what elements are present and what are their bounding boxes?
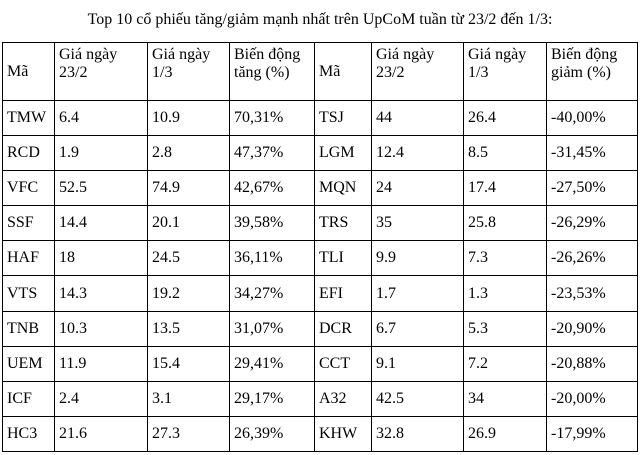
cell-price-1-3-gainer: 19.2	[148, 276, 230, 311]
cell-price-1-3-gainer: 15.4	[148, 346, 230, 381]
table-row	[3, 311, 638, 346]
header-price-23-2-gainers: Giá ngày 23/2	[55, 43, 148, 101]
cell-price-1-3-gainer: 13.5	[148, 311, 230, 346]
cell-price-1-3-gainer: 24.5	[148, 241, 230, 276]
cell-code-loser: KHW	[315, 416, 372, 451]
cell-price-1-3-gainer: 20.1	[148, 206, 230, 241]
cell-change-up: 34,27%	[230, 276, 315, 311]
cell-price-23-2-gainer: 10.3	[55, 311, 148, 346]
cell-change-down: -20,00%	[547, 381, 638, 416]
cell-code-loser: TSJ	[315, 101, 372, 136]
header-price-1-3-gainers: Giá ngày 1/3	[148, 43, 230, 101]
stock-table	[2, 42, 638, 452]
cell-price-23-2-gainer: 1.9	[55, 136, 148, 171]
cell-change-up: 29,41%	[230, 346, 315, 381]
cell-price-1-3-loser: 7.3	[464, 241, 547, 276]
cell-price-1-3-loser: 5.3	[464, 311, 547, 346]
cell-code-loser: TLI	[315, 241, 372, 276]
cell-price-1-3-gainer: 10.9	[148, 101, 230, 136]
cell-price-23-2-gainer: 18	[55, 241, 148, 276]
cell-change-down: -20,88%	[547, 346, 638, 381]
cell-code-gainer: TNB	[3, 311, 55, 346]
cell-code-gainer: TMW	[3, 101, 55, 136]
cell-change-down: -40,00%	[547, 101, 638, 136]
cell-change-up: 31,07%	[230, 311, 315, 346]
cell-price-23-2-loser: 9.9	[372, 241, 464, 276]
cell-code-gainer: SSF	[3, 206, 55, 241]
table-row	[3, 241, 638, 276]
cell-price-23-2-gainer: 2.4	[55, 381, 148, 416]
cell-code-gainer: HC3	[3, 416, 55, 451]
cell-change-up: 70,31%	[230, 101, 315, 136]
cell-price-23-2-loser: 1.7	[372, 276, 464, 311]
table-row	[3, 171, 638, 206]
cell-price-1-3-loser: 8.5	[464, 136, 547, 171]
cell-change-down: -20,90%	[547, 311, 638, 346]
cell-code-loser: MQN	[315, 171, 372, 206]
cell-price-23-2-gainer: 6.4	[55, 101, 148, 136]
cell-price-1-3-gainer: 74.9	[148, 171, 230, 206]
cell-price-1-3-gainer: 27.3	[148, 416, 230, 451]
cell-price-23-2-loser: 6.7	[372, 311, 464, 346]
cell-price-1-3-loser: 1.3	[464, 276, 547, 311]
table-row	[3, 206, 638, 241]
cell-price-23-2-gainer: 52.5	[55, 171, 148, 206]
cell-change-down: -17,99%	[547, 416, 638, 451]
header-code-gainers: Mã	[3, 43, 55, 101]
cell-code-gainer: VTS	[3, 276, 55, 311]
cell-price-1-3-loser: 17.4	[464, 171, 547, 206]
cell-price-23-2-gainer: 11.9	[55, 346, 148, 381]
cell-change-down: -27,50%	[547, 171, 638, 206]
header-code-losers: Mã	[315, 43, 372, 101]
cell-price-23-2-loser: 32.8	[372, 416, 464, 451]
header-change-up: Biến động tăng (%)	[230, 43, 315, 101]
cell-price-23-2-loser: 9.1	[372, 346, 464, 381]
cell-price-23-2-gainer: 14.3	[55, 276, 148, 311]
table-header	[3, 43, 638, 101]
cell-code-loser: DCR	[315, 311, 372, 346]
cell-price-1-3-loser: 34	[464, 381, 547, 416]
cell-change-down: -26,26%	[547, 241, 638, 276]
cell-change-up: 29,17%	[230, 381, 315, 416]
table-row	[3, 136, 638, 171]
cell-code-loser: TRS	[315, 206, 372, 241]
cell-change-down: -23,53%	[547, 276, 638, 311]
cell-change-up: 39,58%	[230, 206, 315, 241]
cell-price-1-3-gainer: 3.1	[148, 381, 230, 416]
cell-code-gainer: ICF	[3, 381, 55, 416]
cell-price-23-2-loser: 42.5	[372, 381, 464, 416]
cell-change-up: 26,39%	[230, 416, 315, 451]
cell-code-loser: A32	[315, 381, 372, 416]
cell-code-gainer: HAF	[3, 241, 55, 276]
cell-price-23-2-loser: 24	[372, 171, 464, 206]
cell-code-loser: LGM	[315, 136, 372, 171]
cell-price-1-3-loser: 25.8	[464, 206, 547, 241]
cell-price-1-3-loser: 7.2	[464, 346, 547, 381]
cell-price-23-2-loser: 12.4	[372, 136, 464, 171]
cell-price-23-2-loser: 35	[372, 206, 464, 241]
table-row	[3, 346, 638, 381]
cell-code-loser: EFI	[315, 276, 372, 311]
cell-change-up: 47,37%	[230, 136, 315, 171]
header-row	[3, 43, 638, 101]
cell-change-down: -31,45%	[547, 136, 638, 171]
cell-code-gainer: RCD	[3, 136, 55, 171]
cell-code-gainer: VFC	[3, 171, 55, 206]
cell-change-down: -26,29%	[547, 206, 638, 241]
cell-price-23-2-loser: 44	[372, 101, 464, 136]
cell-price-23-2-gainer: 14.4	[55, 206, 148, 241]
table-row	[3, 101, 638, 136]
header-change-down: Biến động giảm (%)	[547, 43, 638, 101]
cell-price-1-3-loser: 26.9	[464, 416, 547, 451]
table-caption: Top 10 cổ phiếu tăng/giảm mạnh nhất trên UpCoM tuần từ 23/2 đến 1/3:	[87, 11, 553, 28]
table-body	[3, 101, 638, 452]
cell-price-1-3-loser: 26.4	[464, 101, 547, 136]
table-row	[3, 416, 638, 451]
table-row	[3, 276, 638, 311]
header-price-1-3-losers: Giá ngày 1/3	[464, 43, 547, 101]
cell-price-1-3-gainer: 2.8	[148, 136, 230, 171]
cell-code-loser: CCT	[315, 346, 372, 381]
header-price-23-2-losers: Giá ngày 23/2	[372, 43, 464, 101]
cell-code-gainer: UEM	[3, 346, 55, 381]
cell-price-23-2-gainer: 21.6	[55, 416, 148, 451]
table-row	[3, 381, 638, 416]
cell-change-up: 42,67%	[230, 171, 315, 206]
cell-change-up: 36,11%	[230, 241, 315, 276]
